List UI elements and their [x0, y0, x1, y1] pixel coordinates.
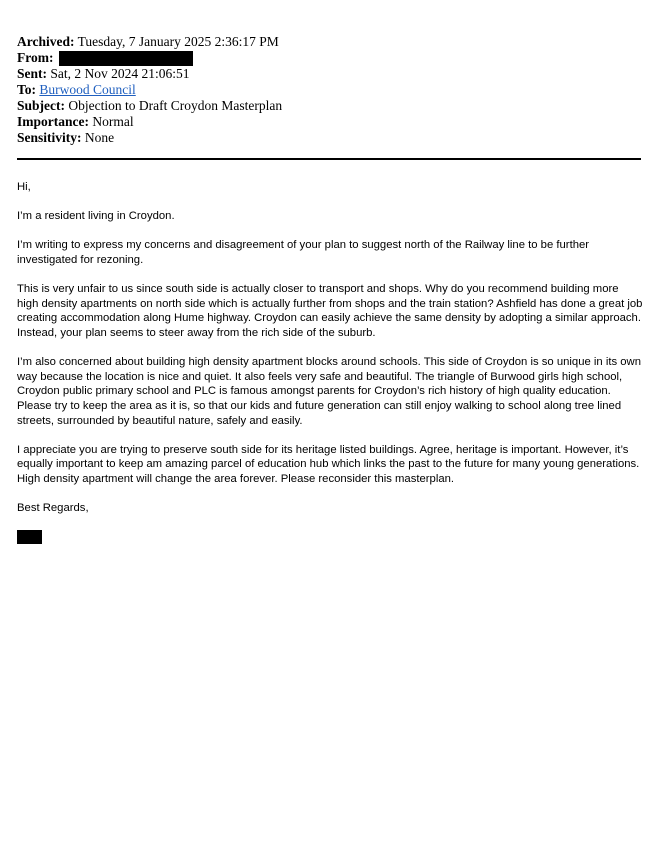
sensitivity-label: Sensitivity: [17, 130, 82, 146]
greeting: Hi, [17, 181, 31, 193]
from-row [17, 50, 641, 66]
body-paragraph: I’m also concerned about building high density apartment blocks around schools. This side of Croydon is so unique in its own way because the location is nice and quiet. It also feels very safe and beautiful. The triangle of Burwood girls high school, Croydon public primary school and PLC is famous amongst parents for Croydon’s rich history of high quality education. Please try to keep the area as it is, so that our kids and future generation can still enjoy walking to school along tree lined streets, surrounded by beautiful nature, safely and easily. [17, 356, 641, 427]
importance-row [17, 114, 641, 130]
importance-label: Importance: [17, 114, 89, 130]
subject-label: Subject: [17, 98, 65, 114]
body-paragraph: I’m writing to express my concerns and disagreement of your plan to suggest north of the Railway line to be further investigated for rezoning. [17, 239, 590, 266]
sent-row [17, 66, 641, 82]
header-divider [17, 158, 641, 160]
body-paragraph: I’m a resident living in Croydon. [17, 210, 175, 223]
archived-value: Tuesday, 7 January 2025 2:36:17 PM [77, 34, 279, 49]
subject-value: Objection to Draft Croydon Masterplan [68, 98, 283, 114]
from-label: From: [17, 50, 54, 65]
email-header [17, 34, 641, 146]
archived-row [17, 34, 641, 50]
signoff: Best Regards, [17, 502, 89, 515]
from-redaction [59, 51, 193, 66]
importance-value: Normal [92, 114, 134, 130]
sensitivity-value: None [84, 130, 115, 146]
body-paragraph: This is very unfair to us since south side is actually closer to transport and shops. Why do you recommend building more high density apartments on north side which is actually further from shops and the train station? Ashfield has done a great job creating accommodation along Hume highway. Croydon can easily achieve the same density by adopting a similar approach. Instead, your plan seems to steer away from the rich side of the suburb. [17, 283, 643, 339]
signature-redaction [17, 530, 42, 544]
sensitivity-row [17, 130, 641, 146]
to-recipient-link[interactable]: Burwood Council [39, 82, 136, 98]
subject-row [17, 98, 641, 114]
sent-label: Sent: [17, 66, 47, 82]
body-paragraph: I appreciate you are trying to preserve south side for its heritage listed buildings. Agree, heritage is important. However, it’s equally important to keep am amazing parcel of education hub which links the past to the future for many young generations. High density apartment will change the area forever. Please reconsider this masterplan. [17, 443, 640, 485]
email-body [17, 180, 643, 544]
to-row [17, 82, 641, 98]
to-label: To: [17, 82, 37, 98]
archived-label: Archived: [17, 34, 75, 49]
sent-value: Sat, 2 Nov 2024 21:06:51 [50, 66, 190, 82]
